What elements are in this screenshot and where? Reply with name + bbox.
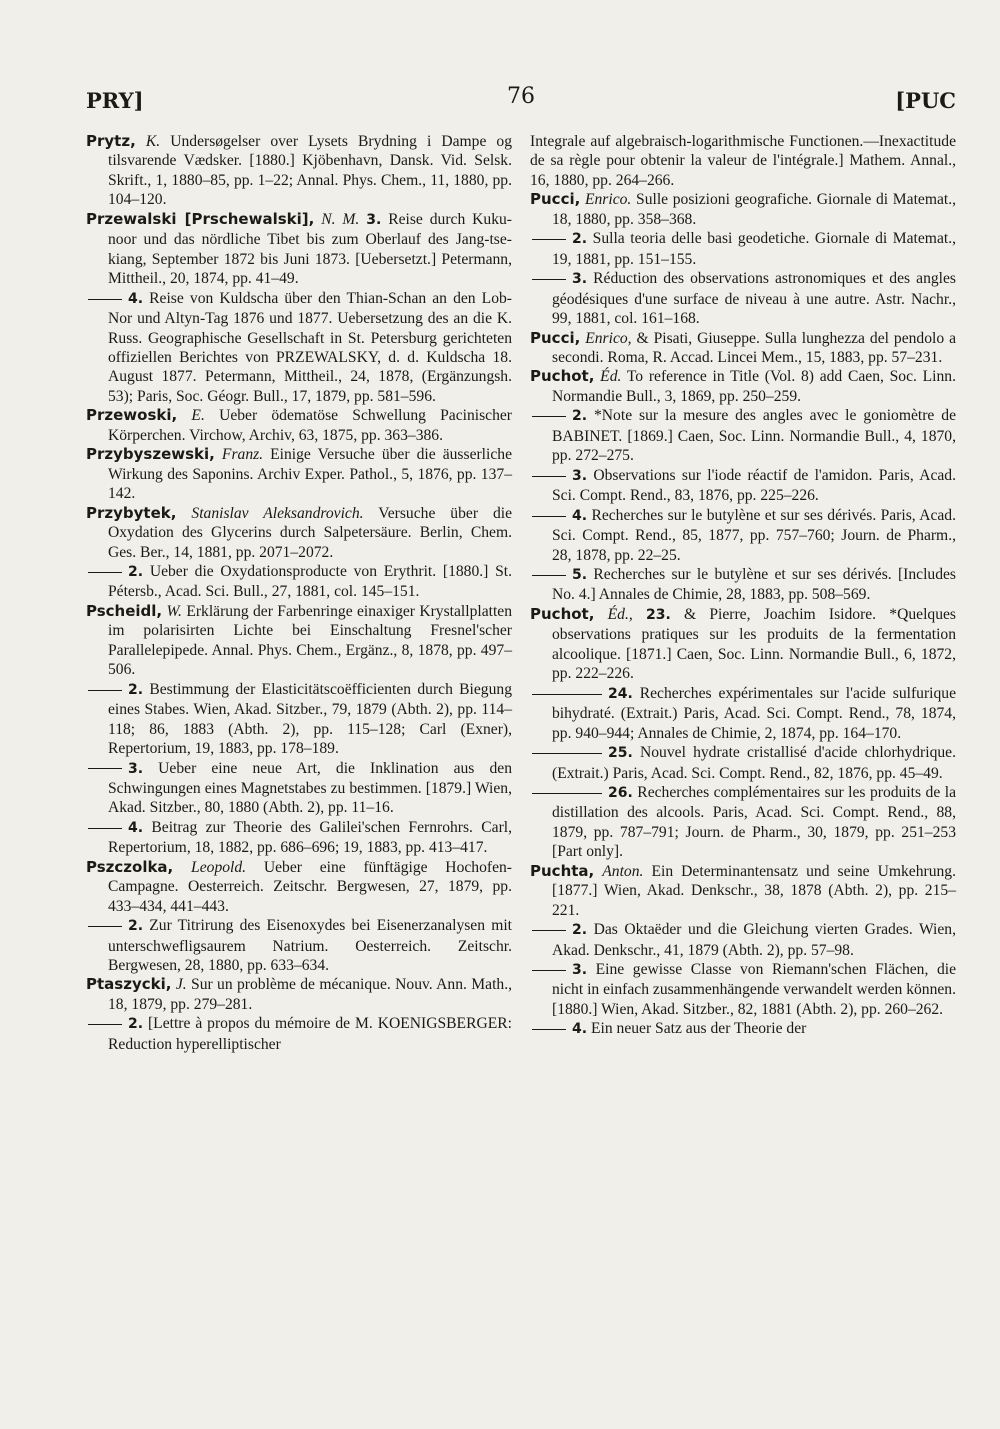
ditto-dash xyxy=(532,279,566,280)
bibliography-entry xyxy=(86,289,512,407)
ditto-dash xyxy=(532,516,566,517)
bibliography-entry xyxy=(86,562,512,602)
bibliography-entry xyxy=(530,329,956,368)
bibliography-entry xyxy=(530,466,956,506)
author-given-name: Enrico, xyxy=(585,329,632,347)
entry-number: 4. xyxy=(128,290,144,307)
author-surname: Przewoski, xyxy=(86,406,178,425)
author-given-name: Stanislav Aleksandrovich. xyxy=(191,504,364,522)
entry-number: 5. xyxy=(572,566,588,583)
author-surname: Pucci, xyxy=(530,190,581,209)
author-surname: Przewalski [Prschewalski], xyxy=(86,209,315,228)
author-given-name: Éd., xyxy=(607,605,633,623)
bibliography-entry xyxy=(86,406,512,445)
bibliography-entry xyxy=(530,862,956,920)
page-number: 76 xyxy=(507,84,535,109)
entry-number: 4. xyxy=(572,507,588,524)
author-given-name: N. M. xyxy=(321,210,360,228)
entry-text: Ein Determinantensatz und seine Umkehrung. [1877.] Wien, Akad. Denkschr., 38, 1878 (Abth. 2), pp. 215–221. xyxy=(552,862,957,919)
bibliography-entry xyxy=(530,367,956,406)
bibliography-entry xyxy=(530,960,956,1019)
ditto-dash xyxy=(532,970,566,971)
entry-number: 2. xyxy=(128,563,144,580)
ditto-dash xyxy=(532,793,602,794)
entry-number: 4. xyxy=(128,819,144,836)
entry-text: Recherches sur le butylène et sur ses dérivés. [Includes No. 4.] Annales de Chimie, 28, 1883, pp. 508–569. xyxy=(552,565,956,604)
bibliography-entry xyxy=(86,132,512,210)
entry-text: Sur un problème de mécanique. Nouv. Ann. Math., 18, 1879, pp. 279–281. xyxy=(108,976,513,1013)
entry-text: Eine gewisse Classe von Riemann'schen Flächen, die nicht in einfach zusammenhängende verwandelt werden können. [1880.] Wien, Akad. Sitzber., 82, 1881 (Abth. 2), pp. 260–262. xyxy=(552,961,956,1018)
ditto-dash xyxy=(88,768,122,769)
author-given-name: Franz. xyxy=(221,446,264,464)
bibliography-entry xyxy=(530,406,956,465)
entry-number: 24. xyxy=(608,685,633,702)
entry-number: 4. xyxy=(572,1021,588,1038)
ditto-dash xyxy=(532,930,566,931)
author-given-name: W. xyxy=(166,602,182,620)
entry-text: & Pisati, Giuseppe. Sulla lunghezza del pendolo a secondi. Roma, R. Accad. Lincei Mem., 15, 1883, pp. 57–231. xyxy=(552,329,956,366)
entry-text: Beitrag zur Theorie des Galilei'schen Fernrohrs. Carl, Repertorium, 18, 1882, pp. 686–696; 19, 1883, pp. 413–417. xyxy=(108,818,513,857)
entry-text: Ueber eine fünftägige Hochofen-Campagne. Oesterreich. Zeitschr. Bergwesen, 27, 1879, pp. 433–434, 441–443. xyxy=(108,858,512,915)
author-given-name: K. xyxy=(145,133,161,150)
entry-text: Versuche über die Oxydation des Glycerins durch Salpetersäure. Berlin, Chem. Ges. Ber., 14, 1881, pp. 2071–2072. xyxy=(108,504,513,561)
author-given-name: Enrico. xyxy=(584,191,632,209)
author-surname: Puchot, xyxy=(530,367,595,386)
entry-text: Reise von Kuldscha über den Thian-Schan an den Lob-Nor und Altyn-Tag 1876 und 1877. Uebersetzung des an die K. Russ. Geographische Gesellschaft in St. Petersburg gerichteten offiziellen Berichtes von PRZEWALSKY, d. d. Kuldscha 18. August 1877. Petermann, Mittheil., 24, 1878, (Ergänzungsh. 53); Paris, Soc. Géogr. Bull., 17, 1879, pp. 581–596. xyxy=(108,289,512,405)
entry-number: 2. xyxy=(128,681,144,698)
ditto-dash xyxy=(532,694,602,695)
bibliography-entry xyxy=(86,1014,512,1054)
author-surname: Przybyszewski, xyxy=(86,445,215,464)
entry-text: & Pierre, Joachim Isidore. *Quelques observations pratiques sur les produits de la fermentation alcoolique. [1871.] Caen, Soc. Linn. Normandie Bull., 6, 1872, pp. 222–226. xyxy=(552,605,956,683)
author-surname: Pscheidl, xyxy=(86,601,163,620)
author-surname: Puchot, xyxy=(530,604,595,623)
ditto-dash xyxy=(88,926,122,927)
bibliography-entry xyxy=(530,229,956,269)
entry-number: 3. xyxy=(572,962,588,979)
author-given-name: Leopold. xyxy=(191,858,247,876)
ditto-dash xyxy=(532,753,602,754)
left-column xyxy=(86,132,512,1054)
entry-text: Réduction des observations astronomiques et des angles géodésiques d'une surface de niveau à une autre. Astr. Nachr., 99, 1881, col. 161–168. xyxy=(552,270,956,328)
bibliography-entry xyxy=(86,602,512,680)
entry-number: 2. xyxy=(572,922,588,939)
entry-text: Recherches complémentaires sur les produits de la distillation des alcools. Paris, Acad. Sci. Compt. Rend., 88, 1879, pp. 787–791; Journ. de Pharm., 30, 1879, pp. 251–253 [Part only]. xyxy=(552,783,956,861)
bibliography-entry xyxy=(86,210,512,289)
bibliography-entry xyxy=(530,565,956,605)
bibliography-entry xyxy=(530,269,956,328)
entry-text: Ueber die Oxydationsproducte von Erythrit. [1880.] St. Pétersb., Acad. Sci. Bull., 27, 1881, col. 145–151. xyxy=(108,562,512,601)
right-column xyxy=(530,132,956,1040)
ditto-dash xyxy=(532,575,566,576)
header-left-range: PRY] xyxy=(86,88,144,113)
ditto-dash xyxy=(532,476,566,477)
entry-text: Recherches expérimentales sur l'acide sulfurique bihydraté. (Extrait.) Paris, Acad. Sci. Compt. Rend., 78, 1874, pp. 940–944; Annales de Chimie, 2, 1874, pp. 164–170. xyxy=(552,684,956,742)
entry-number: 2. xyxy=(572,231,588,248)
entry-text: Ueber ödematöse Schwellung Pacinischer Körperchen. Virchow, Archiv, 63, 1875, pp. 363–386. xyxy=(108,407,512,444)
entry-text: Undersøgelser over Lysets Brydning i Dampe og tilsvarende Vædsker. [1880.] Kjöbenhavn, Dansk. Vid. Selsk. Skrift., 1, 1880–85, pp. 1–22; Annal. Phys. Chem., 11, 1880, pp. 104–120. xyxy=(108,133,513,209)
ditto-dash xyxy=(88,828,122,829)
bibliography-entry xyxy=(530,190,956,229)
author-surname: Ptaszycki, xyxy=(86,975,172,994)
entry-number: 3. xyxy=(572,467,588,484)
entry-number: 26. xyxy=(608,784,633,801)
entry-text: Recherches sur le butylène et sur ses dérivés. Paris, Acad. Sci. Compt. Rend., 85, 1877, pp. 757–760; Journ. de Pharm., 28, 1878, pp. 22–25. xyxy=(552,506,956,564)
ditto-dash xyxy=(532,416,566,417)
bibliography-entry xyxy=(86,759,512,818)
ditto-dash xyxy=(532,1029,566,1030)
entry-number: 3. xyxy=(366,211,382,228)
entry-text: Zur Titrirung des Eisenoxydes bei Eisenerzanalysen mit unterschwefligsaurem Natrium. Oesterreich. Zeitschr. Bergwesen, 28, 1880, pp. 633–634. xyxy=(108,917,512,975)
entry-text: Nouvel hydrate cristallisé d'acide chlorhydrique. (Extrait.) Paris, Acad. Sci. Compt. Rend., 82, 1876, pp. 45–49. xyxy=(552,744,956,782)
author-surname: Pszczolka, xyxy=(86,857,174,876)
entry-text: Erklärung der Farbenringe einaxiger Krystallplatten im polarisirten Lichte bei Einschaltung Fresnel'scher Parallelepipede. Annal. Phys. Chem., Ergänz., 8, 1878, pp. 497–506. xyxy=(108,602,512,679)
ditto-dash xyxy=(88,299,122,300)
bibliography-entry xyxy=(530,743,956,783)
entry-number: 25. xyxy=(608,745,633,762)
page-header xyxy=(86,84,956,118)
entry-number: 23. xyxy=(645,606,671,623)
ditto-dash xyxy=(88,572,122,573)
bibliography-entry xyxy=(86,916,512,975)
bibliography-entry xyxy=(530,783,956,862)
entry-text: Reise durch Kuku-noor und das nördliche Tibet bis zum Oberlauf des Jang-tse-kiang, September 1872 bis Juni 1873. [Uebersetzt.] Petermann, Mittheil., 20, 1874, pp. 41–49. xyxy=(108,210,512,288)
entry-text: Das Oktaëder und die Gleichung vierten Grades. Wien, Akad. Denkschr., 41, 1879 (Abth. 2), pp. 57–98. xyxy=(552,921,956,959)
bibliography-entry xyxy=(530,506,956,565)
entry-text: [Lettre à propos du mémoire de M. KOENIGSBERGER: Reduction hyperelliptischer xyxy=(108,1015,512,1053)
entry-text: Einige Versuche über die äusserliche Wirkung des Saponins. Archiv Exper. Pathol., 5, 1876, pp. 137–142. xyxy=(108,446,512,503)
bibliography-entry xyxy=(530,605,956,684)
entry-text: Observations sur l'iode réactif de l'amidon. Paris, Acad. Sci. Compt. Rend., 83, 1876, pp. 225–226. xyxy=(552,466,956,505)
bibliography-entry xyxy=(86,975,512,1014)
entry-text: Ueber eine neue Art, die Inklination aus den Schwingungen eines Magnetstabes zu bestimmen. [1879.] Wien, Akad. Sitzber., 80, 1880 (Abth. 2), pp. 11–16. xyxy=(108,759,512,817)
bibliography-entry xyxy=(530,684,956,743)
author-surname: Przybytek, xyxy=(86,503,177,522)
entry-text: Ein neuer Satz aus der Theorie der xyxy=(590,1020,807,1038)
entry-text: To reference in Title (Vol. 8) add Caen, Soc. Linn. Normandie Bull., 3, 1869, pp. 250–259. xyxy=(552,368,957,405)
author-surname: Pucci, xyxy=(530,328,581,347)
bibliography-entry xyxy=(530,920,956,960)
bibliography-entry xyxy=(86,858,512,916)
author-given-name: Éd. xyxy=(600,368,622,386)
entry-text: Bestimmung der Elasticitätscoëfficienten durch Biegung eines Stabes. Wien, Akad. Sitzber., 79, 1879 (Abth. 2), pp. 114–118; 86, 1883 (Abth. 2), pp. 115–128; Carl (Exner), Repertorium, 19, 1883, pp. 178–189. xyxy=(108,680,512,758)
bibliography-entry xyxy=(530,1019,956,1039)
entry-number: 2. xyxy=(128,1016,144,1033)
entry-text: Sulle posizioni geografiche. Giornale di Matemat., 18, 1880, pp. 358–368. xyxy=(552,191,957,228)
author-given-name: E. xyxy=(191,407,205,425)
author-given-name: Anton. xyxy=(602,862,644,880)
entry-number: 3. xyxy=(572,271,588,288)
entry-text: *Note sur la mesure des angles avec le goniomètre de BABINET. [1869.] Caen, Soc. Linn. Normandie Bull., 4, 1870, pp. 272–275. xyxy=(552,407,956,465)
entry-number: 3. xyxy=(128,760,144,777)
header-right-range: [PUC xyxy=(895,88,956,113)
bibliography-entry xyxy=(530,132,956,190)
entry-number: 2. xyxy=(572,408,588,425)
bibliography-entry xyxy=(86,680,512,759)
entry-number: 2. xyxy=(128,918,144,935)
author-surname: Puchta, xyxy=(530,861,595,880)
entry-text: Integrale auf algebraisch-logarithmische Functionen.—Inexactitude de sa règle pour obtenir la valeur de l'intégrale.] Mathem. Annal., 16, 1880, pp. 264–266. xyxy=(530,133,956,189)
ditto-dash xyxy=(88,1024,122,1025)
bibliography-entry xyxy=(86,818,512,858)
author-given-name: J. xyxy=(175,976,187,994)
ditto-dash xyxy=(88,690,122,691)
bibliography-entry xyxy=(86,504,512,562)
entry-text: Sulla teoria delle basi geodetiche. Giornale di Matemat., 19, 1881, pp. 151–155. xyxy=(552,230,956,268)
ditto-dash xyxy=(532,239,566,240)
author-surname: Prytz, xyxy=(86,132,136,150)
bibliography-entry xyxy=(86,445,512,503)
